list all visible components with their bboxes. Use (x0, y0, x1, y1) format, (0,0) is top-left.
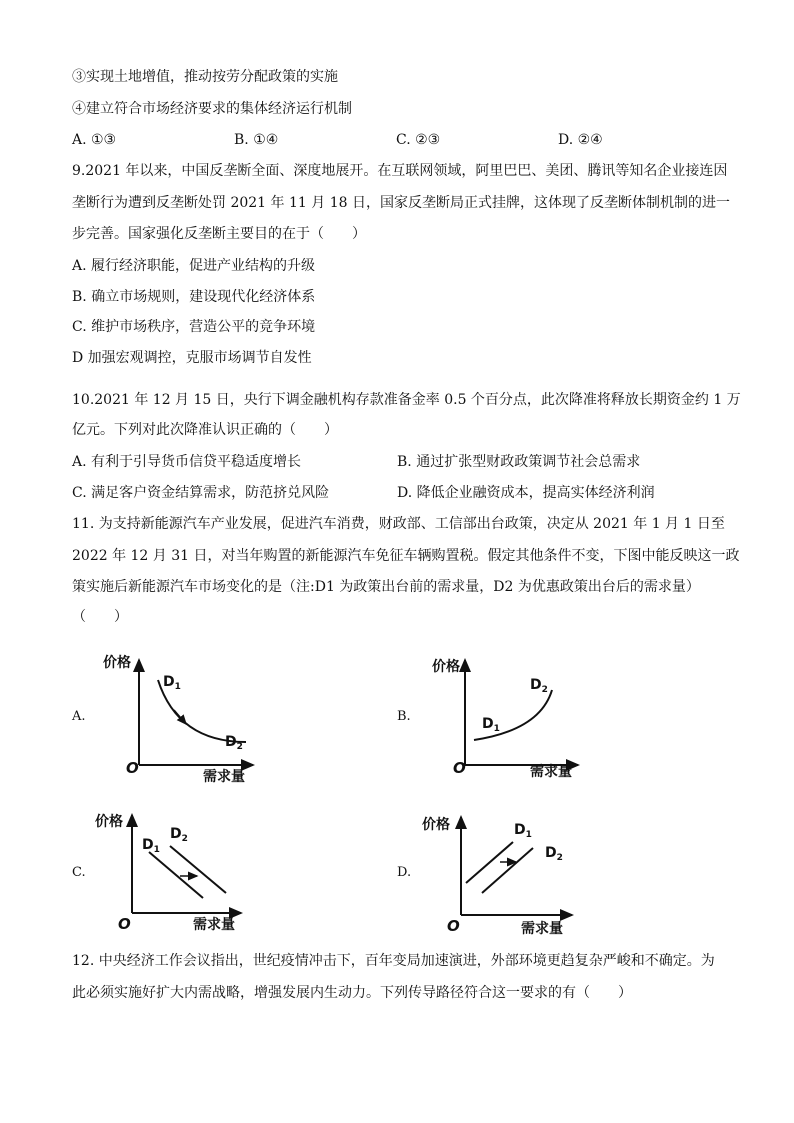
question-9-option-c: C. 维护市场秩序，营造公平的竞争环境 (72, 319, 316, 335)
figure-b-label: B. (397, 709, 411, 724)
question-9-option-d: D 加强宏观调控，克服市场调节自发性 (72, 350, 312, 366)
question-9-line: 步完善。国家强化反垄断主要目的在于（ ） (72, 226, 366, 242)
question-10-option-c: C. 满足客户资金结算需求，防范挤兑风险 (72, 485, 330, 501)
origin-label: O (126, 759, 139, 777)
figure-a (103, 654, 253, 785)
question-10-line: 亿元。下列对此次降准认识正确的（ ） (72, 422, 338, 438)
d2-label: $D_2$ (225, 734, 243, 752)
question-11-line: （ ） (72, 609, 128, 625)
shift-arrow (174, 710, 186, 724)
question-10-line: 10.2021 年 12 月 15 日，央行下调金融机构存款准备金率 0.5 个百分点，此次降准将释放长期资金约 1 万 (72, 392, 741, 408)
statement-3: ③实现土地增值，推动按劳分配政策的实施 (72, 69, 338, 85)
d2-label: $D_2$ (170, 826, 188, 844)
d1-label: $D_1$ (163, 674, 181, 692)
question-9-option-b: B. 确立市场规则，建设现代化经济体系 (72, 289, 316, 305)
figure-b (432, 658, 578, 780)
d1-label: $D_1$ (142, 837, 160, 855)
demand-curve-d1 (149, 852, 203, 898)
figure-d (422, 816, 572, 937)
y-axis-label: 价格 (103, 655, 131, 671)
d2-label: $D_2$ (530, 677, 548, 695)
choice-c: C. ②③ (396, 132, 441, 148)
d1-label: $D_1$ (482, 716, 500, 734)
question-10-option-b: B. 通过扩张型财政政策调节社会总需求 (397, 454, 641, 470)
demand-curve-d2 (482, 848, 533, 893)
y-axis-label: 价格 (95, 814, 123, 830)
figure-a-label: A. (72, 709, 86, 724)
question-12-line: 12. 中央经济工作会议指出，世纪疫情冲击下，百年变局加速演进，外部环境更趋复杂严峻和不确定。为 (72, 953, 715, 969)
d1-label: $D_1$ (514, 822, 532, 840)
origin-label: O (453, 759, 466, 777)
origin-label: O (447, 917, 460, 935)
demand-curve (474, 690, 552, 740)
figure-c-label: C. (72, 865, 86, 880)
demand-curve-d2 (170, 846, 226, 893)
y-axis-label: 价格 (432, 659, 460, 675)
d2-label: $D_2$ (545, 845, 563, 863)
figure-c (95, 813, 241, 933)
choice-b: B. ①④ (234, 132, 279, 148)
question-9-line: 9.2021 年以来，中国反垄断全面、深度地展开。在互联网领域，阿里巴巴、美团、腾讯等知名企业接连因 (72, 163, 728, 179)
x-axis-label: 需求量 (530, 764, 572, 780)
statement-4: ④建立符合市场经济要求的集体经济运行机制 (72, 101, 352, 117)
choice-a: A. ①③ (72, 132, 117, 148)
question-11-line: 策实施后新能源汽车市场变化的是（注:D1 为政策出台前的需求量，D2 为优惠政策出台后的需求量） (72, 579, 700, 595)
x-axis-label: 需求量 (193, 917, 235, 933)
choice-d: D. ②④ (558, 132, 603, 148)
origin-label: O (118, 915, 131, 933)
figure-d-label: D. (397, 865, 412, 880)
x-axis-label: 需求量 (203, 769, 245, 785)
question-12-line: 此必须实施好扩大内需战略，增强发展内生动力。下列传导路径符合这一要求的有（ ） (72, 985, 632, 1001)
question-9-option-a: A. 履行经济职能，促进产业结构的升级 (72, 258, 316, 274)
question-11-line: 2022 年 12 月 31 日，对当年购置的新能源汽车免征车辆购置税。假定其他条件不变，下图中能反映这一政 (72, 548, 740, 564)
question-9-line: 垄断行为遭到反垄断处罚 2021 年 11 月 18 日，国家反垄断局正式挂牌，这体现了反垄断体制机制的进一 (72, 195, 730, 211)
x-axis-label: 需求量 (521, 921, 563, 937)
question-11-line: 11. 为支持新能源汽车产业发展，促进汽车消费，财政部、工信部出台政策，决定从 2021 年 1 月 1 日至 (72, 516, 725, 532)
y-axis-label: 价格 (422, 817, 450, 833)
question-10-option-a: A. 有利于引导货币信贷平稳适度增长 (72, 454, 302, 470)
question-10-option-d: D. 降低企业融资成本，提高实体经济利润 (397, 485, 655, 501)
